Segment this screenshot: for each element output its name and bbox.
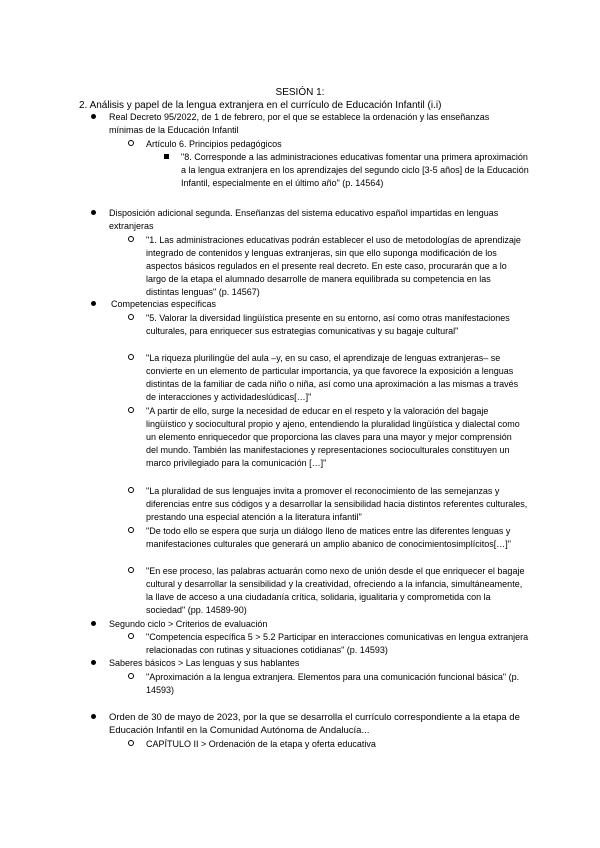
bullet-circle-icon	[128, 565, 134, 577]
item-text: "8. Corresponde a las administraciones educativas fomentar una primera aproximación a la lengua extranjera en los aprendizajes del segundo ciclo [3-5 años] de la Educación Infantil, especialmente en el último año" (p. 14564)	[181, 152, 529, 188]
item-text: "La pluralidad de sus lenguajes invita a promover el reconocimiento de las semejanzas y diferencias entre sus códigos y a desarrollar la sensibilidad hacia distintos referentes culturales, prestando una especial atención a la literatura infantil"	[146, 486, 528, 522]
list-item	[111, 298, 491, 311]
bullet-circle-icon	[128, 312, 134, 324]
item-text: Artículo 6. Principios pedagógicos	[146, 139, 282, 149]
item-text: "La riqueza plurilingüe del aula –y, en su caso, el aprendizaje de lenguas extranjeras– se convierte en un elemento de particular importancia, ya que favorece la exposición a lenguas distintas de la familiar de cada niño o niña, así como una aproximación a las mismas a través de interacciones y actividadeslúdicas[…]"	[146, 353, 519, 402]
item-text: "En ese proceso, las palabras actuarán como nexo de unión desde el que enriquecer el bagaje cultural y desarrollar la sensibilidad y la creatividad, ofreciendo a la infancia, simultáneamente, la llave de acceso a una ciudadanía crítica, solidaria, igualitaria y comprometida con la sociedad" (pp. 14589-90)	[146, 566, 525, 615]
list-item	[109, 711, 529, 737]
list-item	[146, 485, 530, 524]
bullet-circle-icon	[128, 631, 134, 643]
session-title: SESIÓN 1:	[275, 87, 325, 98]
list-item	[146, 405, 522, 470]
bullet-circle-icon	[128, 738, 134, 750]
list-item	[109, 111, 521, 137]
list-item	[146, 352, 524, 404]
bullet-circle-icon	[128, 405, 134, 417]
bullet-dot-icon	[91, 618, 96, 630]
item-text: "5. Valorar la diversidad lingüística presente en su entorno, así como otras manifestaciones culturales, para enriquecer sus estrategias comunicativas y su bagaje cultural"	[146, 313, 510, 336]
section-heading: 2. Análisis y papel de la lengua extranjera en el currículo de Educación Infantil (i.i)	[79, 100, 442, 111]
list-item	[146, 671, 526, 697]
item-text: "A partir de ello, surge la necesidad de educar en el respeto y la valoración del bagaje lingüístico y sociocultural propio y ajeno, entendiendo la pluralidad lingüística y dialectal como un elemento enriquecedor que proporciona las claves para una mayor y mejor comprensión del mundo. También las manifestaciones y representaciones socioculturales constituyen un marco privilegiado para la comunicación […]"	[146, 406, 520, 468]
bullet-dot-icon	[91, 111, 96, 123]
bullet-circle-icon	[128, 138, 134, 150]
bullet-square-icon	[164, 151, 169, 163]
bullet-circle-icon	[128, 525, 134, 537]
bullet-circle-icon	[128, 234, 134, 246]
list-item	[146, 631, 532, 657]
bullet-dot-icon	[91, 711, 96, 723]
item-text: "Competencia específica 5 > 5.2 Participar en interacciones comunicativas en lengua extranjera relacionadas con rutinas y situaciones cotidianas" (p. 14593)	[146, 632, 529, 655]
item-text: "1. Las administraciones educativas podrán establecer el uso de metodologías de aprendizaje integrado de contenidos y lenguas extranjeras, sin que ello suponga modificación de los aspectos básicos regulados en el presente real decreto. En este caso, procurarán que a lo largo de la etapa el alumnado desarrolle de manera equilibrada su competencia en las distintas lenguas" (p. 14567)	[146, 235, 521, 297]
list-item	[146, 565, 530, 617]
bullet-dot-icon	[91, 298, 96, 310]
item-text: "Aproximación a la lengua extranjera. Elementos para una comunicación funcional básica" (p. 14593)	[146, 672, 520, 695]
list-item	[146, 738, 526, 751]
bullet-circle-icon	[128, 352, 134, 364]
item-text: Disposición adicional segunda. Enseñanzas del sistema educativo español impartidas en lenguas extranjeras	[109, 208, 499, 231]
item-text: Competencias específicas	[111, 299, 217, 309]
list-item	[109, 657, 509, 670]
list-item	[109, 207, 527, 233]
item-text: CAPÍTULO II > Ordenación de la etapa y oferta educativa	[146, 739, 376, 749]
list-item	[146, 312, 518, 338]
list-item	[109, 618, 509, 631]
bullet-circle-icon	[128, 671, 134, 683]
item-text: Real Decreto 95/2022, de 1 de febrero, por el que se establece la ordenación y las enseñanzas mínimas de la Educación Infantil	[109, 112, 490, 135]
bullet-dot-icon	[91, 657, 96, 669]
bullet-dot-icon	[91, 207, 96, 219]
list-item	[181, 151, 533, 190]
list-item	[146, 138, 506, 151]
list-item	[146, 525, 514, 551]
item-text: Saberes básicos > Las lenguas y sus hablantes	[109, 658, 300, 668]
bullet-circle-icon	[128, 485, 134, 497]
item-text: Segundo ciclo > Criterios de evaluación	[109, 619, 268, 629]
list-item	[146, 234, 526, 299]
item-text: "De todo ello se espera que surja un diálogo lleno de matices entre las diferentes lenguas y manifestaciones culturales que generará un amplio abanico de conocimientosimplícitos[…]"	[146, 526, 511, 549]
item-text: Orden de 30 de mayo de 2023, por la que se desarrolla el currículo correspondiente a la etapa de Educación Infantil en la Comunidad Autónoma de Andalucía...	[109, 712, 520, 736]
